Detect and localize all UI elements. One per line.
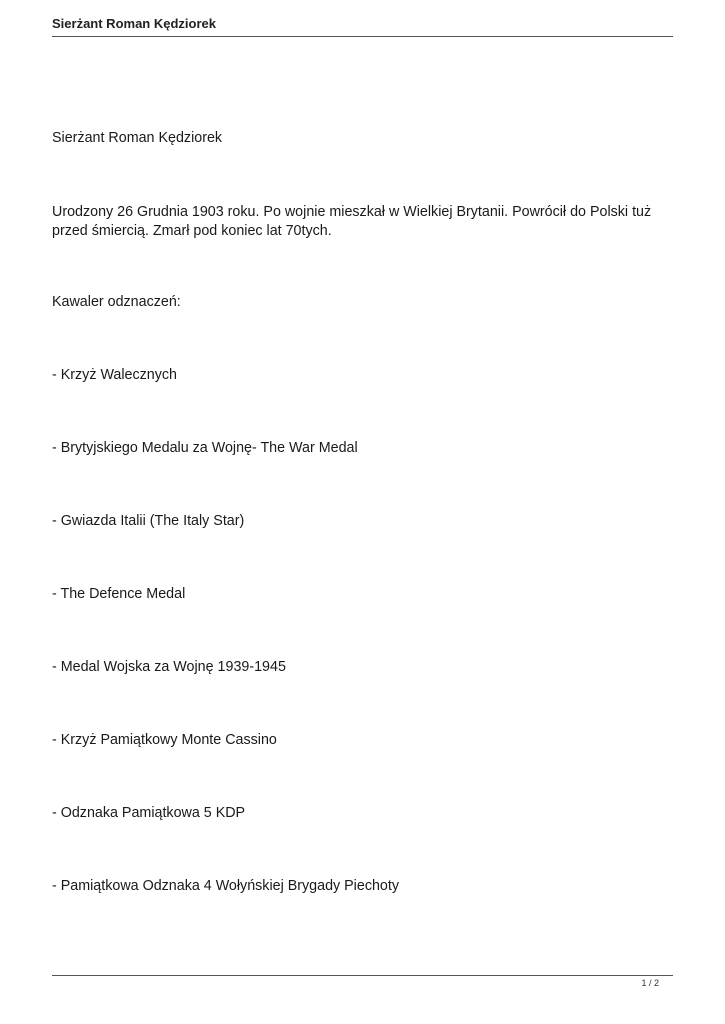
award-item: - The Defence Medal (52, 586, 186, 602)
page-footer (52, 975, 673, 988)
award-item: - Odznaka Pamiątkowa 5 KDP (52, 805, 246, 821)
award-item: - Gwiazda Italii (The Italy Star) (52, 513, 245, 529)
award-item: - Pamiątkowa Odznaka 4 Wołyńskiej Brygady Piechoty (52, 878, 399, 894)
header-title: Sierżant Roman Kędziorek (52, 16, 216, 31)
page-header (52, 12, 673, 37)
page-number: 1 / 2 (641, 978, 659, 988)
award-item: - Krzyż Walecznych (52, 367, 177, 383)
award-item: - Medal Wojska za Wojnę 1939-1945 (52, 659, 286, 675)
intro-paragraph: Urodzony 26 Grudnia 1903 roku. Po wojnie mieszkał w Wielkiej Brytanii. Powrócił do Polski tuż przed śmiercią. Zmarł pod koniec lat 70tych. (52, 204, 652, 239)
award-item: - Krzyż Pamiątkowy Monte Cassino (52, 732, 277, 748)
document-title: Sierżant Roman Kędziorek (52, 130, 223, 146)
awards-heading: Kawaler odznaczeń: (52, 294, 181, 310)
award-item: - Brytyjskiego Medalu za Wojnę- The War Medal (52, 440, 358, 456)
